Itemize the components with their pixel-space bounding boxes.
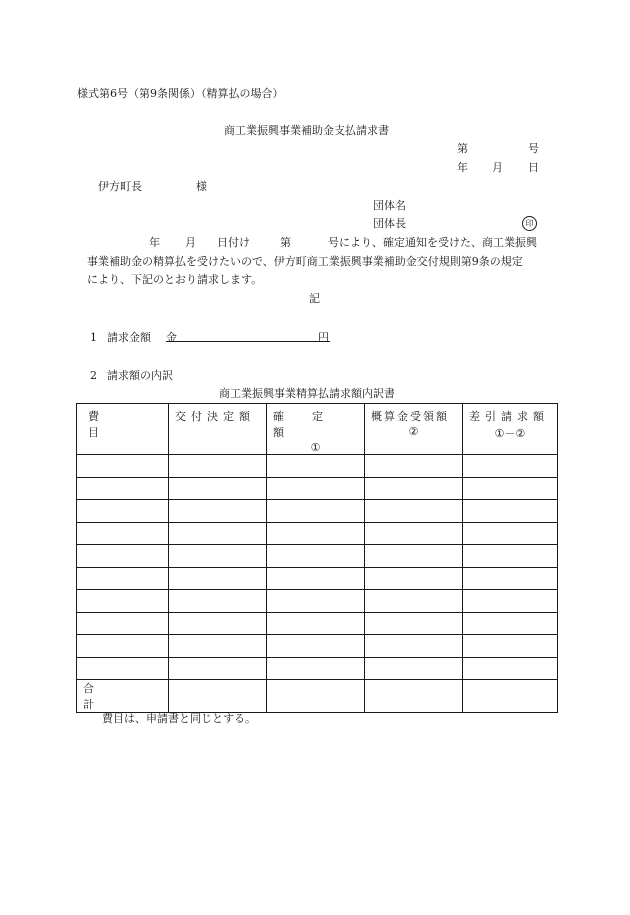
group-name-label: 団体名 <box>373 199 406 212</box>
table-row <box>77 635 558 658</box>
table-row <box>77 500 558 523</box>
table-row <box>77 455 558 478</box>
header-confirmed <box>267 404 365 455</box>
table-row <box>77 477 558 500</box>
table-row <box>77 522 558 545</box>
doc-number-suffix: 号 <box>528 142 539 155</box>
total-label: 合計 <box>83 682 152 711</box>
header-net-claim <box>463 404 558 455</box>
table-header-row <box>77 404 558 455</box>
body-year: 年 <box>149 236 160 249</box>
header-net-claim-sub: ①－② <box>494 427 526 440</box>
amount-unit: 円 <box>318 331 329 344</box>
date-day: 日 <box>528 161 539 174</box>
date-month: 月 <box>492 161 503 174</box>
body-line1-rest: 号により、確定通知を受けた、商工業振興 <box>328 236 537 249</box>
footnote: 費目は、申請書と同じとする。 <box>102 712 256 725</box>
seal-mark: 印 <box>522 216 537 231</box>
body-month: 月 <box>185 236 196 249</box>
header-grant-decision-text: 交付決定額 <box>175 410 255 423</box>
addressee-name: 伊方町長 <box>98 180 142 193</box>
item1-number: 1 <box>90 331 97 344</box>
table-row <box>77 545 558 568</box>
ki-heading: 記 <box>309 292 320 305</box>
table-title: 商工業振興事業精算払請求額内訳書 <box>219 387 395 400</box>
total-label-cell <box>77 680 169 713</box>
body-line2: 事業補助金の精算払を受けたいので、伊方町商工業振興事業補助金交付規則第9条の規定 <box>87 255 523 268</box>
header-advance-received-text: 概算金受領額 <box>371 410 449 423</box>
document-title: 商工業振興事業補助金支払請求書 <box>224 124 389 137</box>
table-row <box>77 657 558 680</box>
form-label: 様式第6号（第9条関係）（精算払の場合） <box>77 87 284 100</box>
table-row <box>77 590 558 613</box>
header-expense-item-text: 費目 <box>88 410 157 439</box>
body-day-dated: 日付け <box>217 236 250 249</box>
table-row <box>77 612 558 635</box>
header-grant-decision <box>169 404 267 455</box>
header-expense-item <box>77 404 169 455</box>
header-advance-received-sub: ② <box>408 425 419 438</box>
doc-number-prefix: 第 <box>457 142 468 155</box>
amount-prefix: 金 <box>166 331 177 344</box>
date-year: 年 <box>457 161 468 174</box>
group-head-label: 団体長 <box>373 217 406 230</box>
body-line3: により、下記のとおり請求します。 <box>87 273 263 286</box>
table-row <box>77 567 558 590</box>
body-number-prefix: 第 <box>280 236 291 249</box>
header-net-claim-text: 差引請求額 <box>469 410 549 423</box>
amount-underline <box>166 341 330 342</box>
breakdown-table <box>76 403 558 713</box>
item1-label: 請求金額 <box>107 331 151 344</box>
table-total-row <box>77 680 558 713</box>
addressee-honorific: 様 <box>196 180 207 193</box>
item2-label: 請求額の内訳 <box>107 369 173 382</box>
header-confirmed-text: 確定額 <box>273 410 351 439</box>
header-advance-received <box>365 404 463 455</box>
header-confirmed-sub: ① <box>310 441 321 454</box>
item2-number: 2 <box>90 369 97 382</box>
